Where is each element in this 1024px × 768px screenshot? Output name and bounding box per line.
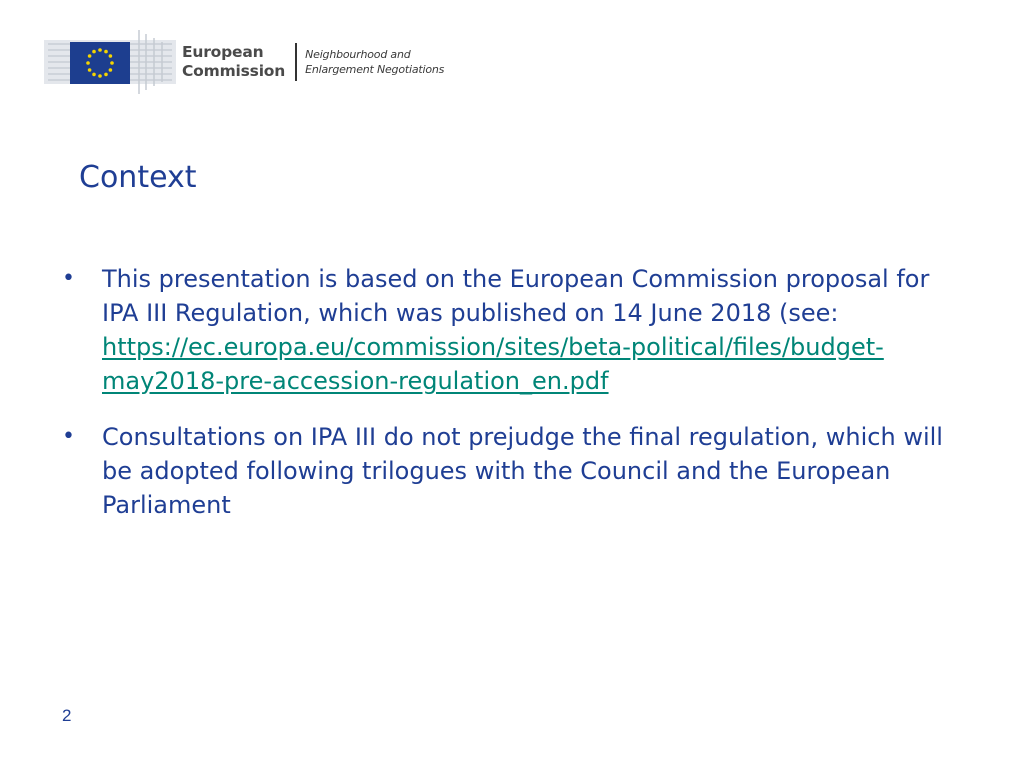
dg-name bbox=[305, 47, 444, 77]
org-name bbox=[182, 43, 285, 81]
dg-name-line1: Neighbourhood and bbox=[305, 48, 411, 61]
org-name-line2: Commission bbox=[182, 62, 286, 80]
commission-building-icon bbox=[44, 30, 176, 94]
bullet-list bbox=[62, 262, 962, 544]
bullet-text: Consultations on IPA III do not prejudge the final regulation, which will be adopted following trilogues with the Council and the European Parliament bbox=[102, 423, 943, 519]
logo-divider bbox=[295, 43, 297, 81]
proposal-link[interactable]: https://ec.europa.eu/commission/sites/beta-political/files/budget-may2018-pre-accession-regulation_en.pdf bbox=[102, 333, 884, 395]
bullet-item bbox=[62, 420, 962, 522]
bullet-dot-icon: • bbox=[62, 266, 75, 291]
european-commission-logo bbox=[44, 30, 444, 94]
page-number: 2 bbox=[62, 706, 72, 725]
bullet-text: This presentation is based on the European Commission proposal for IPA III Regulation, which was published on 14 June 2018 (see: bbox=[102, 265, 930, 327]
bullet-item bbox=[62, 262, 962, 398]
dg-name-line2: Enlargement Negotiations bbox=[305, 63, 445, 76]
org-name-line1: European bbox=[182, 43, 264, 61]
bullet-dot-icon: • bbox=[62, 424, 75, 449]
slide-title: Context bbox=[79, 160, 197, 195]
